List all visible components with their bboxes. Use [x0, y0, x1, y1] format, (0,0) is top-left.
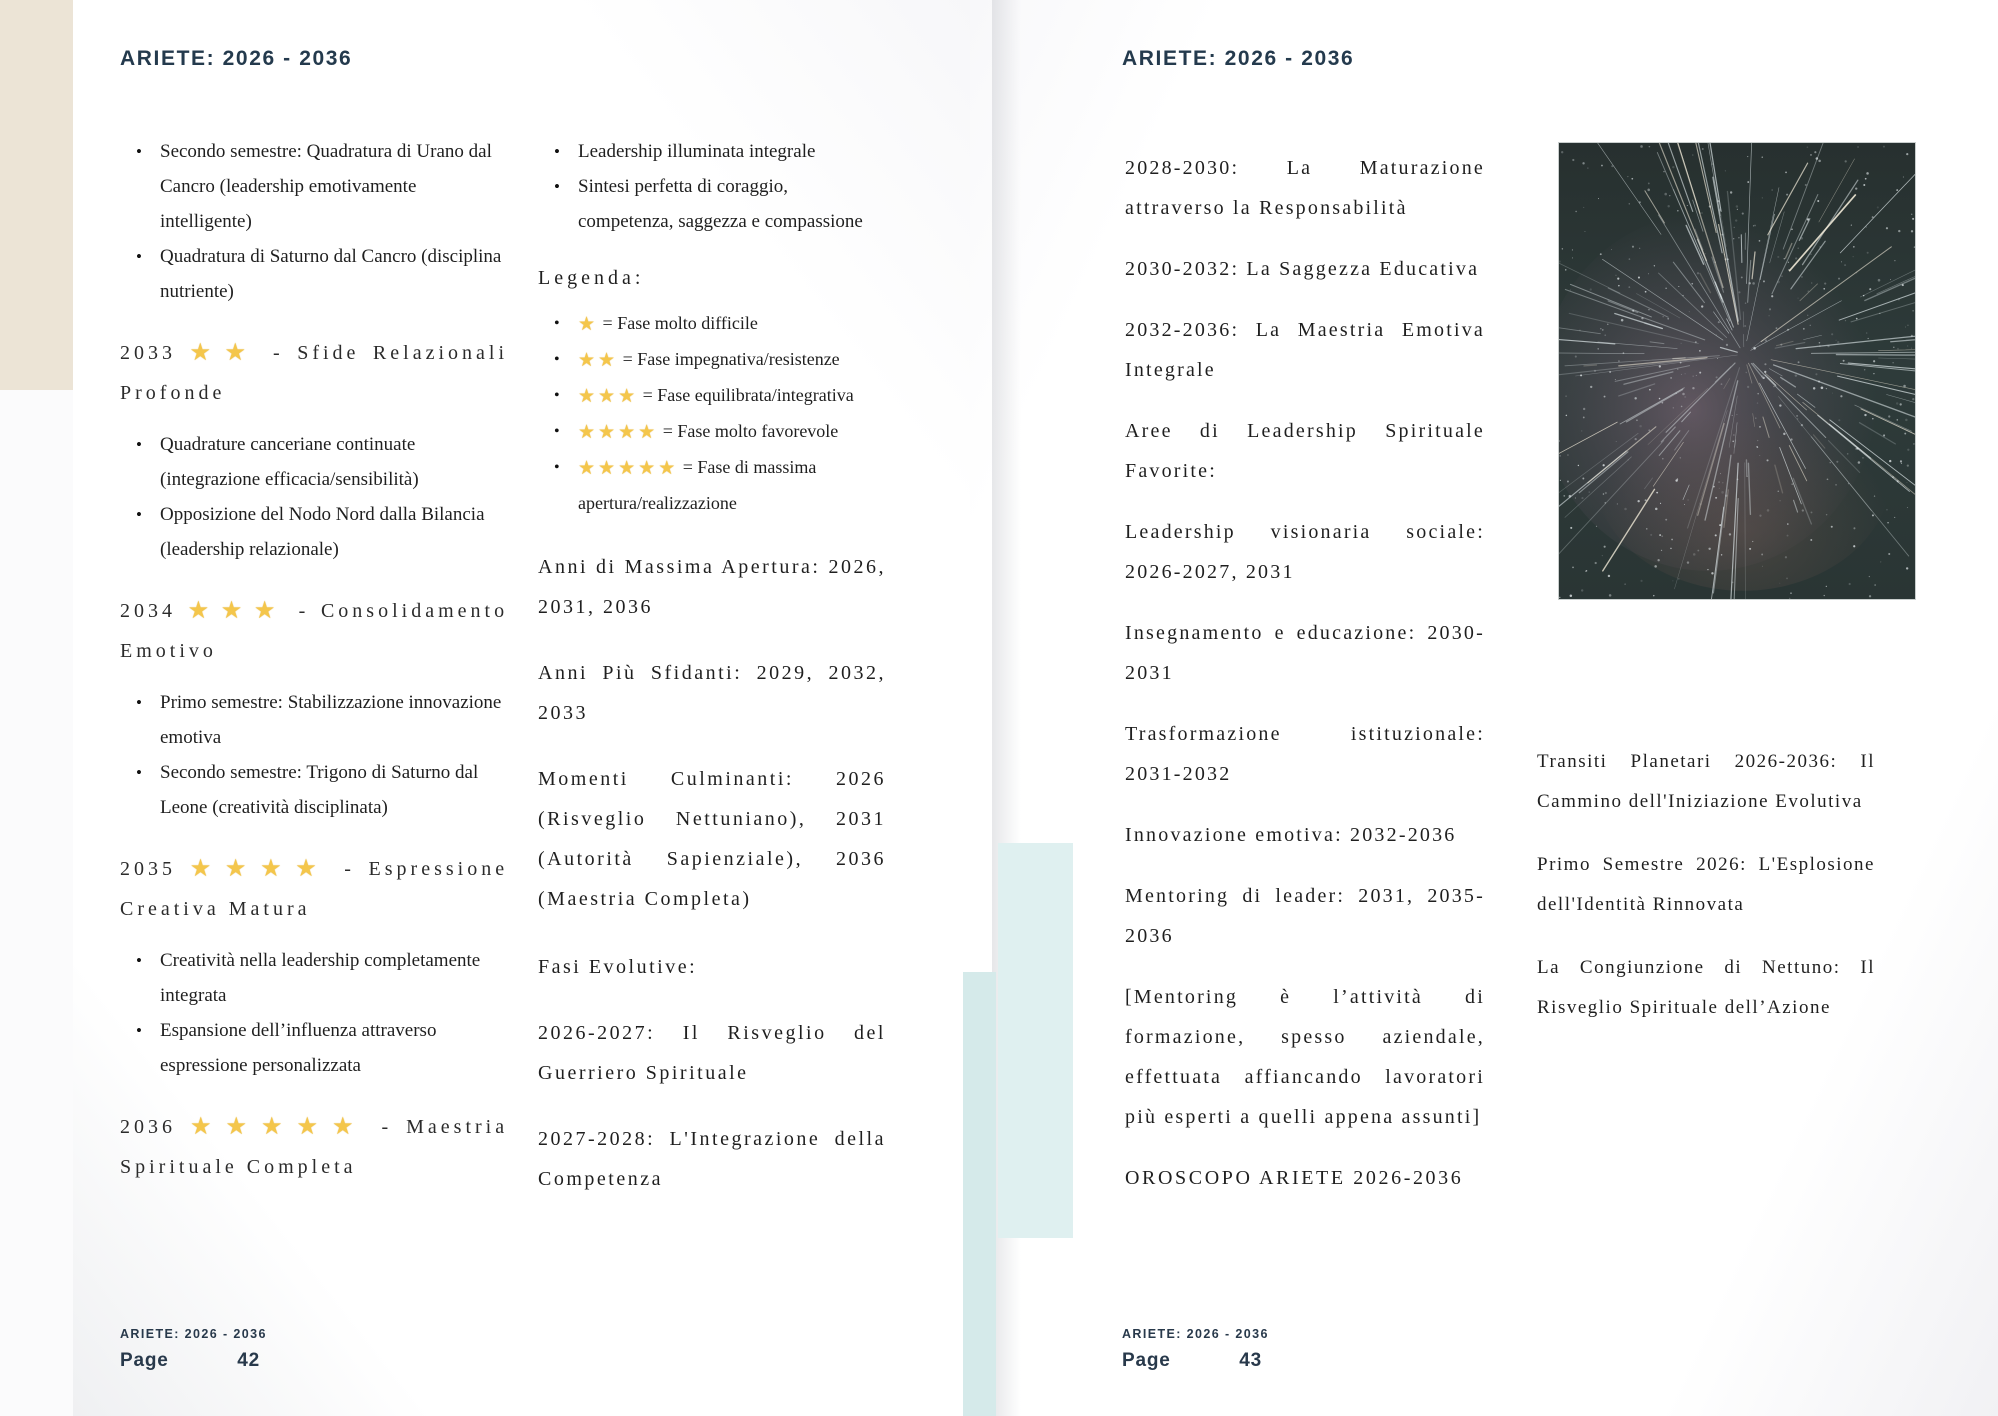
star-icon: ★	[296, 1114, 332, 1140]
page-title: ARIETE: 2026 - 2036	[1122, 47, 1355, 70]
bullet-icon: •	[554, 459, 560, 476]
bullet-icon: •	[554, 315, 560, 332]
list-item-text: Espansione dell’influenza attraverso espressione personalizzata	[160, 1020, 437, 1076]
paragraph: 2028-2030: La Maturazione attraverso la Responsabilità	[1125, 157, 1485, 219]
bullet-icon: •	[554, 423, 560, 440]
bullet-icon: •	[554, 177, 560, 196]
mint-accent-block-small	[963, 972, 996, 1416]
paragraph: Momenti Culminanti: 2026 (Risveglio Nettuniano), 2031 (Autorità Sapienziale), 2036 (Maestria Completa)	[538, 768, 886, 910]
year-value: 2035	[120, 858, 176, 880]
bullet-icon: •	[136, 693, 142, 712]
dash: -	[344, 858, 355, 880]
star-icon: ★	[260, 856, 296, 882]
star-icon: ★	[578, 422, 599, 443]
star-icon: ★	[220, 598, 254, 624]
bullet-icon: •	[136, 247, 142, 266]
star-icon: ★	[638, 458, 659, 479]
bullet-list	[120, 943, 508, 1083]
paragraph: OROSCOPO ARIETE 2026-2036	[1125, 1167, 1464, 1189]
star-icon: ★	[578, 458, 599, 479]
star-rating	[578, 457, 678, 477]
left-column-1	[120, 134, 508, 1201]
bullet-icon: •	[554, 351, 560, 368]
list-item-text: Sintesi perfetta di coraggio, competenza, saggezza e compassione	[578, 176, 863, 232]
paragraph: Innovazione emotiva: 2032-2036	[1125, 824, 1457, 846]
star-icon: ★	[189, 340, 225, 366]
star-rating	[188, 600, 287, 622]
list-item-text: Leadership illuminata integrale	[578, 141, 816, 162]
year-value: 2036	[120, 1116, 176, 1138]
legend-item	[538, 342, 886, 378]
star-icon: ★	[295, 856, 331, 882]
paragraph: Anni Più Sfidanti: 2029, 2032, 2033	[538, 662, 886, 724]
year-title: Sfide Relazionali Profonde	[120, 342, 508, 404]
page-title: ARIETE: 2026 - 2036	[120, 47, 353, 70]
bullet-icon: •	[136, 763, 142, 782]
photo-captions	[1537, 742, 1875, 1028]
legend-item	[538, 306, 886, 342]
left-footer	[120, 1327, 267, 1372]
paragraph: 2026-2027: Il Risveglio del Guerriero Spirituale	[538, 1022, 886, 1084]
star-icon: ★	[598, 386, 619, 407]
star-icon: ★	[578, 350, 599, 371]
star-rating	[190, 858, 331, 880]
list-item-text: Secondo semestre: Quadratura di Urano dal Cancro (leadership emotivamente intelligente)	[160, 141, 492, 232]
star-icon: ★	[618, 458, 639, 479]
star-icon: ★	[260, 1114, 297, 1140]
bullet-list	[120, 685, 508, 825]
paragraph: 2027-2028: L'Integrazione della Competenza	[538, 1128, 886, 1190]
left-column-2	[538, 134, 886, 1201]
star-icon: ★	[224, 340, 260, 366]
caption: Primo Semestre 2026: L'Esplosione dell'Identità Rinnovata	[1537, 854, 1875, 915]
star-rating	[578, 313, 598, 333]
legend-text: = Fase molto difficile	[602, 313, 758, 333]
star-icon: ★	[638, 422, 659, 443]
star-icon: ★	[598, 458, 619, 479]
paragraph: [Mentoring è l’attività di formazione, spesso aziendale, effettuata affiancando lavoratori più esperti a quelli appena assunti]	[1125, 986, 1485, 1128]
paragraph: 2030-2032: La Saggezza Educativa	[1125, 258, 1480, 280]
list-item	[120, 427, 508, 497]
star-icon: ★	[598, 350, 619, 371]
bullet-icon: •	[136, 435, 142, 454]
star-icon: ★	[618, 386, 639, 407]
star-icon: ★	[224, 856, 261, 882]
year-heading	[120, 591, 508, 671]
star-icon: ★	[331, 1114, 368, 1140]
list-item	[538, 134, 886, 169]
star-rating	[190, 1116, 368, 1138]
year-sections	[120, 333, 508, 1187]
legend-item	[538, 378, 886, 414]
bullet-list	[120, 427, 508, 567]
legend-item	[538, 414, 886, 450]
legend-item	[538, 450, 886, 521]
star-icon: ★	[578, 314, 599, 335]
bullet-icon: •	[136, 951, 142, 970]
list-item	[120, 497, 508, 567]
star-icon: ★	[618, 422, 639, 443]
star-rating	[578, 385, 638, 405]
list-item	[120, 134, 508, 239]
paragraph: Mentoring di leader: 2031, 2035-2036	[1125, 885, 1485, 947]
bullet-icon: •	[554, 142, 560, 161]
paragraph: Aree di Leadership Spirituale Favorite:	[1125, 420, 1485, 482]
star-icon: ★	[225, 1114, 261, 1140]
list-item-text: Quadrature canceriane continuate (integrazione efficacia/sensibilità)	[160, 434, 419, 490]
legend-text: = Fase di massima apertura/realizzazione	[578, 457, 817, 513]
list-item	[120, 239, 508, 309]
star-icon: ★	[189, 856, 225, 882]
star-rating	[578, 421, 658, 441]
star-rating	[190, 342, 260, 364]
page-label: Page	[1122, 1350, 1171, 1371]
left-page-columns	[120, 134, 886, 1201]
fasi-paragraphs	[538, 1013, 886, 1199]
bullet-icon: •	[136, 1021, 142, 1040]
bullet-icon: •	[136, 505, 142, 524]
legend-list	[538, 306, 886, 521]
legend-label: Legenda:	[538, 267, 645, 289]
bullet-icon: •	[136, 142, 142, 161]
mint-accent-block-large	[998, 843, 1073, 1238]
list-item	[538, 169, 886, 239]
star-rating	[578, 349, 618, 369]
right-page-paragraphs	[1125, 148, 1485, 1198]
paragraph: Trasformazione istituzionale: 2031-2032	[1125, 723, 1485, 785]
year-value: 2034	[120, 600, 176, 622]
bullet-list	[120, 134, 508, 309]
list-item	[120, 685, 508, 755]
list-item	[120, 755, 508, 825]
fasi-evolutive-label: Fasi Evolutive:	[538, 956, 698, 978]
star-icon: ★	[187, 598, 221, 624]
list-item	[120, 943, 508, 1013]
bullet-icon: •	[554, 387, 560, 404]
caption: Transiti Planetari 2026-2036: Il Cammino dell'Iniziazione Evolutiva	[1537, 751, 1875, 812]
legend-text: = Fase impegnativa/resistenze	[622, 349, 840, 369]
page-number: 43	[1239, 1350, 1262, 1371]
year-heading	[120, 333, 508, 413]
paragraph: 2032-2036: La Maestria Emotiva Integrale	[1125, 319, 1485, 381]
year-heading	[120, 1107, 508, 1187]
list-item-text: Creatività nella leadership completamente integrata	[160, 950, 481, 1006]
year-title: Consolidamento Emotivo	[120, 600, 509, 662]
list-item-text: Quadratura di Saturno dal Cancro (disciplina nutriente)	[160, 246, 502, 302]
paragraph: Leadership visionaria sociale: 2026-2027, 2031	[1125, 521, 1485, 583]
list-item-text: Primo semestre: Stabilizzazione innovazione emotiva	[160, 692, 502, 748]
star-icon: ★	[658, 458, 679, 479]
page-number: 42	[237, 1350, 260, 1371]
list-item-text: Opposizione del Nodo Nord dalla Bilancia (leadership relazionale)	[160, 504, 485, 560]
year-title: Espressione Creativa Matura	[120, 858, 509, 920]
bullet-list	[538, 134, 886, 239]
star-icon: ★	[598, 422, 619, 443]
star-trails-illustration	[1559, 143, 1915, 599]
paragraph: Anni di Massima Apertura: 2026, 2031, 2036	[538, 556, 886, 618]
star-icon: ★	[578, 386, 599, 407]
dash: -	[381, 1116, 393, 1138]
dash: -	[273, 342, 284, 364]
caption: La Congiunzione di Nettuno: Il Risveglio Spirituale dell’Azione	[1537, 957, 1875, 1018]
legend-text: = Fase molto favorevole	[662, 421, 839, 441]
list-item	[120, 1013, 508, 1083]
summary-paragraphs	[538, 547, 886, 919]
dash: -	[298, 600, 310, 622]
year-title: Maestria Spirituale Completa	[120, 1116, 509, 1178]
star-trails-photo	[1558, 142, 1916, 600]
star-icon: ★	[189, 1114, 226, 1140]
paragraph: Insegnamento e educazione: 2030-2031	[1125, 622, 1485, 684]
right-footer	[1122, 1327, 1269, 1372]
legend-text: = Fase equilibrata/integrativa	[642, 385, 854, 405]
star-icon: ★	[253, 598, 288, 624]
footer-title: ARIETE: 2026 - 2036	[120, 1327, 267, 1341]
year-value: 2033	[120, 342, 176, 364]
page-label: Page	[120, 1350, 169, 1371]
beige-band-left	[0, 0, 73, 390]
list-item-text: Secondo semestre: Trigono di Saturno dal Leone (creatività disciplinata)	[160, 762, 479, 818]
footer-title: ARIETE: 2026 - 2036	[1122, 1327, 1269, 1341]
year-heading	[120, 849, 508, 929]
